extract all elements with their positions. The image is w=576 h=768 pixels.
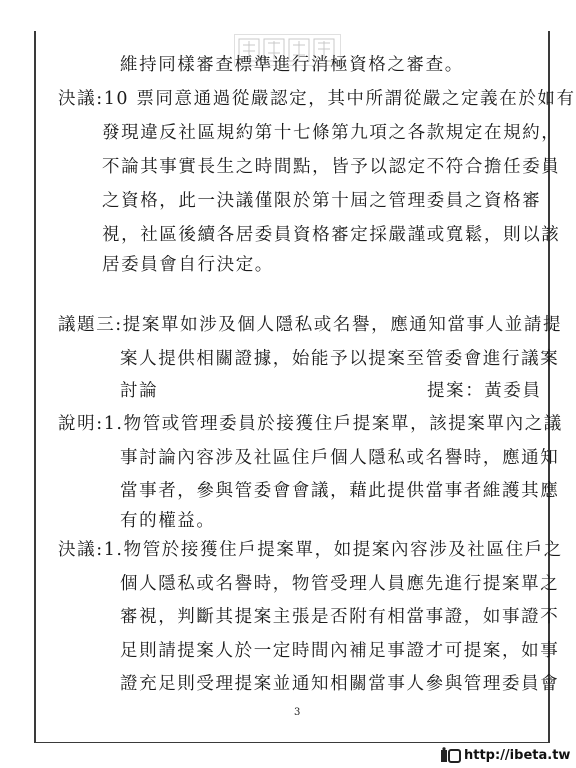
page-number: 3 (294, 707, 301, 718)
text-line: 說明:1.物管或管理委員於接獲住戶提案單，該提案單內之議 (58, 414, 563, 434)
text-line: 決議:1.物管於接獲住戶提案單，如提案內容涉及社區住戶之 (58, 540, 563, 560)
text-line: 決議:10 票同意通過從嚴認定，其中所謂從嚴之定義在於如有 (58, 89, 576, 109)
text-line: 個人隱私或名譽時，物管受理人員應先進行提案單之 (120, 574, 560, 594)
text-line: 討論 (120, 381, 159, 401)
text-line: 視，社區後續各居委員資格審定採嚴謹或寬鬆，則以該 (102, 225, 561, 245)
text-line: 事討論內容涉及社區住戶個人隱私或名譽時，應通知 (120, 448, 560, 468)
text-line: 維持同樣審查標準進行消極資格之審查。 (120, 55, 464, 75)
text-line: 之資格，此一決議僅限於第十屆之管理委員之資格審 (102, 191, 542, 211)
text-line: 證充足則受理提案並通知相關當事人參與管理委員會 (120, 674, 560, 694)
text-line: 居委員會自行決定。 (102, 255, 274, 275)
text-line: 當事者，參與管委會會議，藉此提供當事者維護其應 (120, 481, 560, 501)
ibeta-logo-icon (440, 747, 462, 763)
text-line: 審視，判斷其提案主張是否附有相當事證，如事證不 (120, 607, 560, 627)
text-line: 案人提供相關證據，始能予以提案至管委會進行議案 (120, 349, 560, 369)
watermark (440, 745, 571, 765)
watermark-text: http://ibeta.tw (464, 747, 571, 763)
text-line: 議題三:提案單如涉及個人隱私或名譽，應通知當事人並請提 (58, 315, 563, 335)
text-line: 不論其事實長生之時間點，皆予以認定不符合擔任委員 (102, 157, 561, 177)
text-line: 發現違反社區規約第十七條第九項之各款規定在規約， (102, 123, 561, 143)
proposer-label: 提案：黃委員 (427, 381, 542, 401)
text-line: 有的權益。 (120, 511, 216, 531)
text-line: 足則請提案人於一定時間內補足事證才可提案，如事 (120, 641, 560, 661)
